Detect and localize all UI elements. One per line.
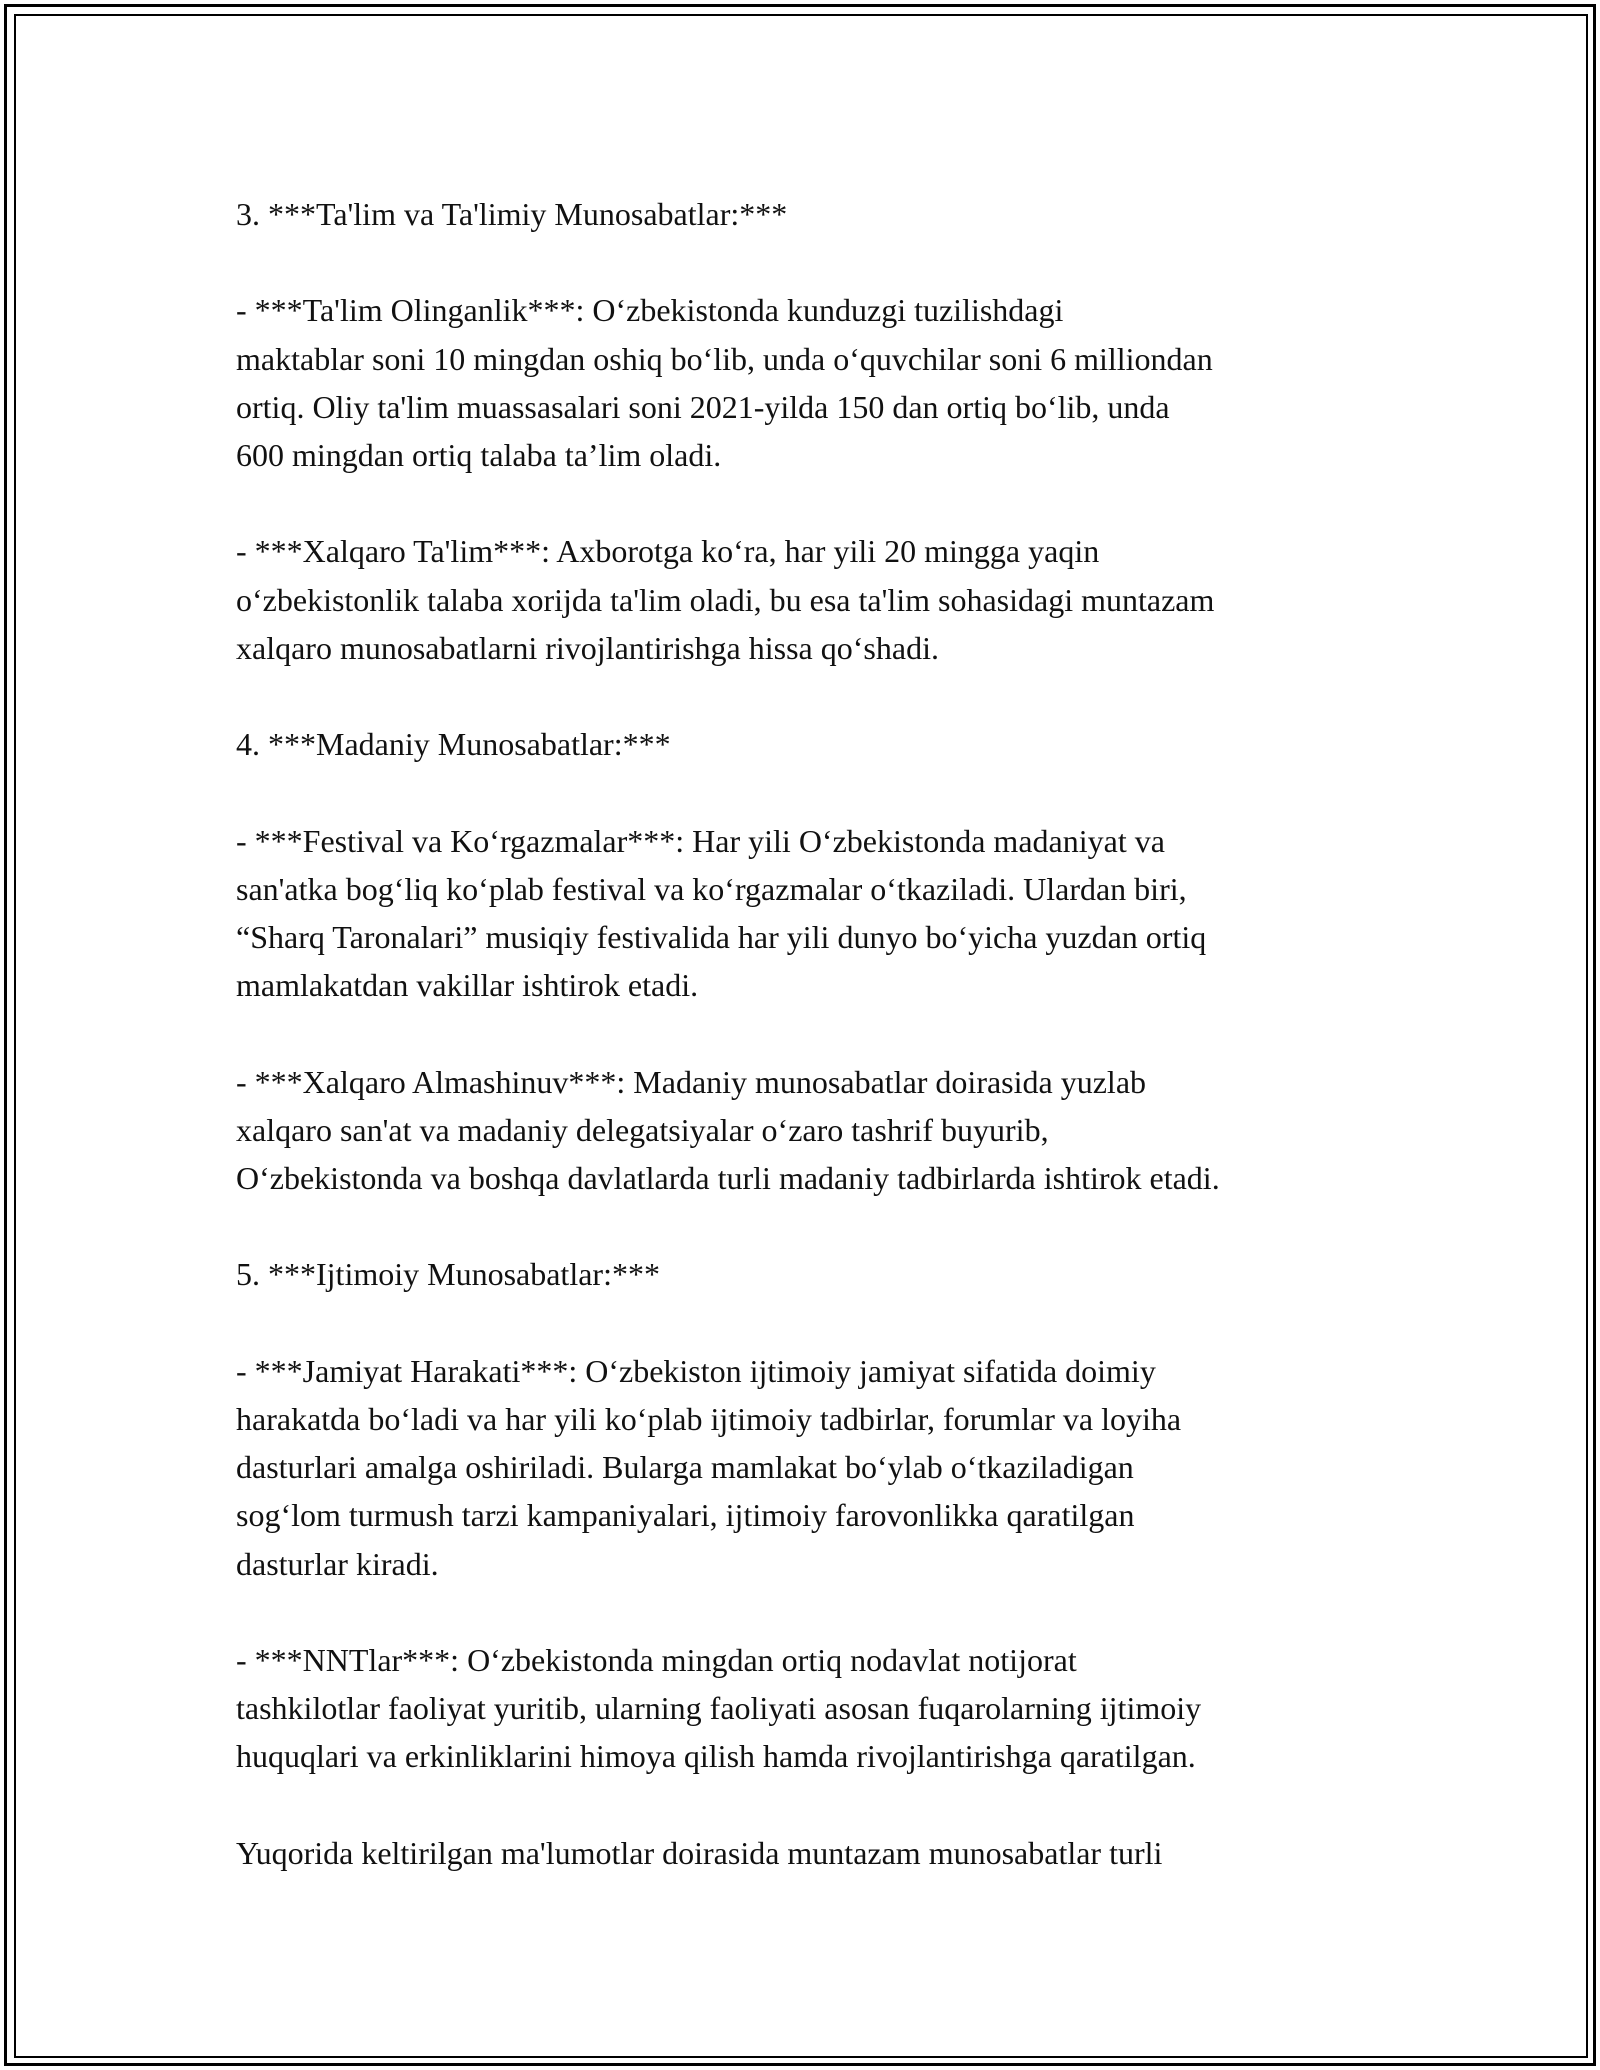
closing-paragraph: Yuqorida keltirilgan ma'lumotlar doirasida muntazam munosabatlar turli [236,1834,1163,1871]
bullet-xalqaro-talim: - ***Xalqaro Ta'lim***: Axborotga ko‘ra, har yili 20 mingga yaqin o‘zbekistonlik talaba xorijda ta'lim oladi, bu esa ta'lim sohasidagi muntazam xalqaro munosabatlarni rivojlantirishga hissa qo‘shadi. [236,533,1215,666]
section-heading-ijtimoiy: 5. ***Ijtimoiy Munosabatlar:*** [236,1256,660,1293]
bullet-talim-olinganlik: - ***Ta'lim Olinganlik***: O‘zbekistonda kunduzgi tuzilishdagi maktablar soni 10 mingdan oshiq bo‘lib, unda o‘quvchilar soni 6 milliondan ortiq. Oliy ta'lim muassasalari soni 2021-yilda 150 dan ortiq bo‘lib, unda 600 mingdan ortiq talaba ta’lim oladi. [236,292,1213,473]
bullet-xalqaro-almashinuv: - ***Xalqaro Almashinuv***: Madaniy munosabatlar doirasida yuzlab xalqaro san'at va madaniy delegatsiyalar o‘zaro tashrif buyurib, O‘zbekistonda va boshqa davlatlarda turli madaniy tadbirlarda ishtirok etadi. [236,1063,1220,1196]
section-heading-talim: 3. ***Ta'lim va Ta'limiy Munosabatlar:*** [236,196,788,232]
bullet-festival: - ***Festival va Ko‘rgazmalar***: Har yili O‘zbekistonda madaniyat va san'atka bog‘liq ko‘plab festival va ko‘rgazmalar o‘tkaziladi. Ulardan biri, “Sharq Taronalari” musiqiy festivalida har yili dunyo bo‘yicha yuzdan ortiq mamlakatdan vakillar ishtirok etadi. [236,822,1207,1004]
bullet-nntlar: - ***NNTlar***: O‘zbekistonda mingdan ortiq nodavlat notijorat tashkilotlar faoliyat yuritib, ularning faoliyati asosan fuqarolarning ijtimoiy huquqlari va erkinliklarini himoya qilish hamda rivojlantirishga qaratilgan. [236,1641,1202,1775]
document-body [236,190,1386,1877]
bullet-jamiyat-harakati: - ***Jamiyat Harakati***: O‘zbekiston ijtimoiy jamiyat sifatida doimiy harakatda bo‘ladi va har yili ko‘plab ijtimoiy tadbirlar, forumlar va loyiha dasturlari amalga oshiriladi. Bularga mamlakat bo‘ylab o‘tkaziladigan sog‘lom turmush tarzi kampaniyalari, ijtimoiy farovonlikka qaratilgan dasturlar kiradi. [236,1352,1182,1582]
section-heading-madaniy: 4. ***Madaniy Munosabatlar:*** [236,726,671,763]
